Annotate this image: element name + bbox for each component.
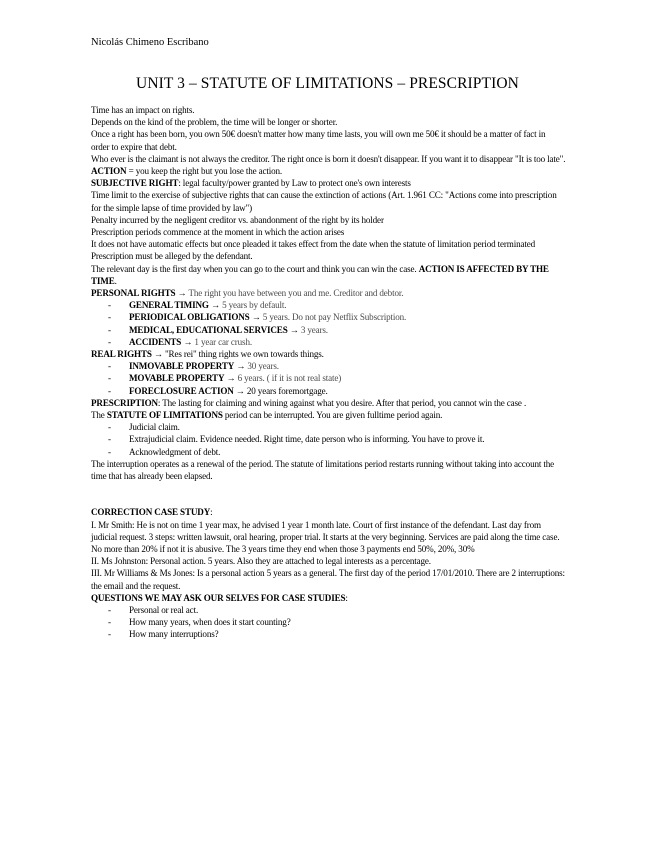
paragraph: Depends on the kind of the problem, the time will be longer or shorter.: [91, 117, 338, 128]
list-item: - Judicial claim.: [91, 421, 566, 433]
questions-heading: QUESTIONS WE MAY ASK OUR SELVES FOR CASE STUDIES:: [91, 592, 348, 603]
paragraph: Prescription periods commence at the moment in which the action arises: [91, 227, 345, 238]
spacer: [91, 482, 566, 506]
document-body: [91, 104, 566, 641]
personal-rights-heading: PERSONAL RIGHTS → The right you have between you and me. Creditor and debtor.: [91, 288, 404, 299]
real-rights-heading: REAL RIGHTS → "Res rei" thing rights we own towards things.: [91, 349, 324, 360]
list-item: - INMOVABLE PROPERTY → 30 years.: [91, 360, 566, 372]
list-item: - Extrajudicial claim. Evidence needed. Right time, date person who is informing. You have to prove it.: [91, 433, 566, 445]
list-item: - FORECLOSURE ACTION → 20 years foremortgage.: [91, 385, 566, 397]
paragraph: Who ever is the claimant is not always the creditor. The right once is born it doesn't disappear. If you want it to disappear "It is too late".: [91, 153, 566, 164]
list-item: - How many interruptions?: [91, 628, 566, 640]
action-term: ACTION: [91, 166, 127, 177]
list-item: - Acknowledgment of debt.: [91, 446, 566, 458]
list-item: - PERIODICAL OBLIGATIONS → 5 years. Do not pay Netflix Subscription.: [91, 311, 566, 323]
paragraph: The interruption operates as a renewal of the period. The statute of limitations period restarts running without taking into account the time that has already been elapsed.: [91, 458, 555, 482]
arrow-icon: →: [181, 336, 195, 347]
list-item: - ACCIDENTS → 1 year car crush.: [91, 336, 566, 348]
arrow-icon: →: [175, 288, 189, 299]
paragraph: Once a right has been born, you own 50€ doesn't matter how many time lasts, you will own me 50€ it should be a matter of fact in order to expire that debt.: [91, 129, 546, 152]
subjective-right-definition: SUBJECTIVE RIGHT: legal faculty/power granted by Law to protect one's own interests: [91, 178, 411, 189]
personal-rights-list: [91, 299, 566, 348]
paragraph: Prescription must be alleged by the defendant.: [91, 251, 253, 262]
questions-list: [91, 604, 566, 641]
arrow-icon: →: [249, 312, 263, 323]
list-item: - GENERAL TIMING → 5 years by default.: [91, 299, 566, 311]
paragraph: The relevant day is the first day when you can go to the court and think you can win the case. ACTION IS AFFECTED BY THE TIME.: [91, 263, 549, 286]
list-item: - Personal or real act.: [91, 604, 566, 616]
list-item: - MOVABLE PROPERTY → 6 years. ( if it is not real state): [91, 372, 566, 384]
arrow-icon: →: [287, 324, 301, 335]
list-item: - MEDICAL, EDUCATIONAL SERVICES → 3 years.: [91, 324, 566, 336]
author-name: Nicolás Chimeno Escribano: [91, 37, 209, 48]
arrow-icon: →: [151, 349, 165, 360]
arrow-icon: →: [224, 373, 238, 384]
prescription-definition: PRESCRIPTION: The lasting for claiming and wining against what you desire. After that period, you cannot win the case .: [91, 397, 527, 408]
action-definition: ACTION = you keep the right but you lose the action.: [91, 166, 283, 177]
arrow-icon: →: [208, 300, 223, 311]
arrow-icon: →: [234, 361, 248, 372]
case-paragraph: III. Mr Williams & Ms Jones: Is a personal action 5 years as a general. The first day of the period 17/01/2010. There are 2 interruptions: the email and the request.: [91, 568, 565, 591]
subjective-right-term: SUBJECTIVE RIGHT: [91, 178, 179, 189]
paragraph: It does not have automatic effects but once pleaded it takes effect from the date when the statute of limitation period terminated: [91, 239, 536, 250]
paragraph: Penalty incurred by the negligent creditor vs. abandonment of the right by its holder: [91, 214, 384, 225]
list-item: - How many years, when does it start counting?: [91, 616, 566, 628]
paragraph: Time limit to the exercise of subjective rights that can cause the extinction of actions (Art. 1.961 CC: "Actions come into prescription for the simple lapse of time provided by law"): [91, 190, 557, 213]
case-paragraph: II. Ms Johnston: Personal action. 5 years. Also they are attached to legal interests as a percentage.: [91, 556, 431, 567]
real-rights-list: [91, 360, 566, 397]
page-title: UNIT 3 – STATUTE OF LIMITATIONS – PRESCRIPTION: [136, 75, 519, 92]
case-paragraph: I. Mr Smith: He is not on time 1 year max, he advised 1 year 1 month late. Court of first instance of the defendant. Last day from judicial request. 3 steps: written lawsuit, oral hearing, proper trial. It starts at the very beginning. Services are paid along the time case. No more than 20% if not it is abusive. The 3 years time they end when those 3 payments end 50%, 20%, 30%: [91, 519, 560, 554]
emphasis: ACTION IS AFFECTED BY THE TIME: [91, 263, 549, 286]
arrow-icon: →: [233, 385, 247, 396]
statute-paragraph: The STATUTE OF LIMITATIONS period can be interrupted. You are given fulltime period again.: [91, 410, 443, 421]
interruption-list: [91, 421, 566, 458]
case-study-heading: CORRECTION CASE STUDY:: [91, 507, 213, 518]
paragraph: Time has an impact on rights.: [91, 105, 195, 115]
